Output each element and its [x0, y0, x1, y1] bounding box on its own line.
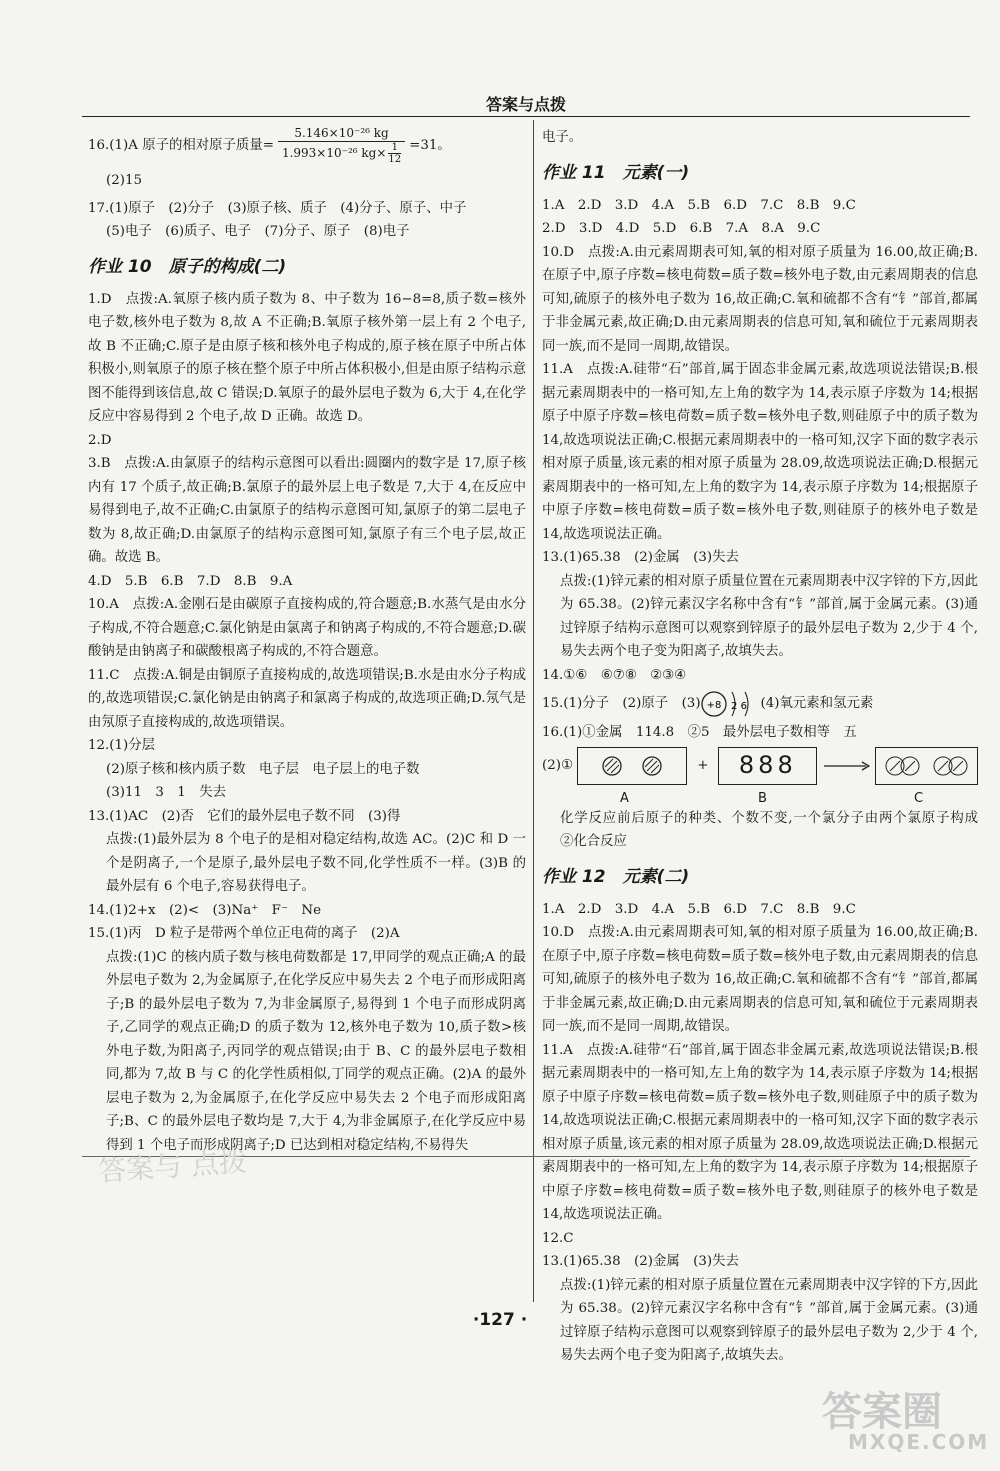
answer-11-15: 15.(1)分子 (2)原子 (3) +8 2 6 (4)氧元素和氢元素 [542, 689, 978, 719]
answer-17: 17.(1)原子 (2)分子 (3)原子核、质子 (4)分子、原子、中子 [88, 200, 467, 216]
box-b [718, 747, 817, 785]
answer-16-formula: 16.(1)A 原子的相对原子质量= 5.146×10⁻²⁶ kg 1.993×10⁻²⁶ kg× $\frac{1}{12}$ =31。 [88, 126, 451, 165]
molecule-icon [883, 753, 923, 779]
answer-12-11: 11.A 点拨:A.硅带“石”部首,属于固态非金属元素,故选项说法错误;B.根据元素周期表中的一格可知,左上角的数字为 14,表示原子序数为 14;根据原子中原子序数=核电荷数=质子数=核外电子数,则硅原子中的质子数为 14,故选项说法正确;C.根据元素周期表中的一格可知,汉字下面的数字表示相对原子质量,该元素的相对原子质量为 28.09,故选项说法正确;D.根据元素周期表中的一格可知,左上角的数字为 14,表示原子序数为 14;根据原子中原子序数=核电荷数=质子数=核外电子数,则硅原子的核外电子数是 14,故选项说法正确。 [542, 1042, 983, 1222]
continued-text: 电子。 [542, 130, 583, 145]
answer-10-11: 11.C 点拨:A.铜是由铜原子直接构成的,故选项错误;B.水是由水分子构成的,故选项错误;C.氯化钠是由钠离子和氯离子构成的,故选项正确;D.氖气是由氖原子直接构成的,故选项错误。 [88, 667, 526, 730]
answer-12-10: 10.D 点拨:A.由元素周期表可知,氧的相对原子质量为 16.00,故正确;B.在原子中,原子序数=核电荷数=质子数=核外电子数,由元素周期表的信息可知,硫原子的核外电子数为 16,故正确;C.氧和硫都不含有“钅”部首,都属于非金属元素,故正确;D.由元素周期表的信息可知,氧和硫位于元素周期表同一族,而不是同一周期,故错误。 [542, 925, 978, 1034]
answer-11-11-12: 11.A 点拨:A.硅带“石”部首,属于固态非金属元素,故选项说法错误;B.根据元素周期表中的一格可知,左上角的数字为 14,表示原子序数为 14;根据原子中原子序数=核电荷数=质子数=核外电子数,则硅原子中的质子数为 14,故选项说法正确;C.根据元素周期表中的一格可知,汉字下面的数字表示相对原子质量,该元素的相对原子质量为 28.09,故选项说法正确;D.根据元素周期表中的一格可知,左上角的数字为 14,表示原子序数为 14;根据原子中原子序数=核电荷数=质子数=核外电子数,则硅原子的核外电子数是 14,故选项说法正确。 [542, 362, 983, 542]
section-heading-11: 作业 11 元素(一) [542, 162, 690, 183]
answer-10-15: 15.(1)丙 D 粒子是带两个单位正电荷的离子 (2)A [88, 926, 400, 941]
shell-numbers: 2 6 [730, 701, 747, 712]
answer-11-10: 10.D 点拨:A.由元素周期表可知,氧的相对原子质量为 16.00,故正确;B.在原子中,原子序数=核电荷数=质子数=核外电子数,由元素周期表的信息可知,硫原子的核外电子数为 16,故正确;C.氧和硫都不含有“钅”部首,都属于非金属元素,故正确;D.由元素周期表的信息可知,氧和硫位于元素周期表同一族,而不是同一周期,故错误。 [542, 244, 978, 354]
answer-11-13: 13.(1)65.38 (2)金属 (3)失去 [542, 550, 739, 565]
answer-11-14: 14.①⑥ ⑥⑦⑧ ②③④ [542, 667, 687, 683]
watermark-logo: 答案圈 [822, 1389, 942, 1435]
answer-11-2-9: 2.D 3.D 4.D 5.D 6.B 7.A 8.A 9.C [542, 221, 821, 236]
oxygen-structure-diagram [701, 689, 761, 719]
answer-11-1: 1.A 2.D 3.D 4.A 5.B 6.D 7.C 8.B 9.C [542, 197, 856, 213]
fraction: 5.146×10⁻²⁶ kg 1.993×10⁻²⁶ kg× $\frac{1}{12}$ [278, 126, 405, 165]
molecule-icon [931, 753, 971, 779]
answer-12-12: 12.C [542, 1230, 574, 1246]
arrow-icon [822, 760, 870, 772]
answer-10-15-hint: 点拨:(1)C 的核内质子数与核电荷数都是 17,甲同学的观点正确;A 的最外层电子数为 2,为金属原子,在化学反应中易失去 2 个电子而形成阳离子;B 的最外层电子数为 7,为非金属原子,易得到 1 个电子而形成阴离子,乙同学的观点正确;D 的质子数为 12,核外电子数为 10,质子数>核外电子数,为阳离子,丙同学的观点错误;由于 B、C 的最外层电子数相同,都为 7,故 B 与 C 的化学性质相似,丁同学的观点正确。(2)A 的最外层电子数为 2,为金属原子,在化学反应中易失去 2 个电子而形成阳离子;B、C 的最外层电子数均是 7,大于 4,为非金属原子,在化学反应中易得到 1 个电子而形成阴离子;D 已达到相对稳定结构,不易得失 [106, 949, 526, 1153]
section-heading-10: 作业 10 原子的构成(二) [88, 256, 287, 277]
nucleus-label: +8 [706, 700, 721, 711]
diagram-labels [542, 785, 978, 807]
answer-10-10: 10.A 点拨:A.金刚石是由碳原子直接构成的,符合题意;B.水蒸气是由水分子构成,不符合题意;C.氯化钠是由氯离子和钠离子构成的,不符合题意;D.碳酸钠是由钠离子和碳酸根离子构成的,不符合题意。 [88, 597, 526, 659]
column-divider [533, 120, 534, 1302]
answer-10-3: 3.B 点拨:A.由氯原子的结构示意图可以看出:圆圈内的数字是 17,原子核内有 17 个质子,故正确;B.氯原子的最外层上电子数是 7,大于 4,在反应中易得到电子,故不正确;C.由氯原子的结构示意图可知,氯原子的第二层电子数为 8,故正确;D.由氯原子的结构示意图可知,氯原子有三个电子层,故正确。故选 B。 [88, 456, 526, 565]
reaction-diagram: (2)① + 888 [542, 747, 978, 785]
answer-10-14: 14.(1)2+x (2)< (3)Na⁺ F⁻ Ne [88, 902, 322, 918]
right-column [542, 126, 992, 1368]
answer-10-12-2: (2)原子核和核内质子数 电子层 电子层上的电子数 [106, 761, 420, 777]
answer-10-12-3: (3)11 3 1 失去 [106, 785, 226, 800]
label-c: C [914, 790, 924, 806]
watermark-url: MXQE.COM [848, 1430, 990, 1454]
answer-10-13: 13.(1)AC (2)否 它们的最外层电子数不同 (3)得 [88, 808, 401, 824]
box-a [577, 747, 687, 785]
answer-11-16-explain: 化学反应前后原子的种类、个数不变,一个氯分子由两个氯原子构成 ②化合反应 [560, 810, 992, 849]
answer-12-1-9: 1.A 2.D 3.D 4.A 5.B 6.D 7.C 8.B 9.C [542, 901, 856, 917]
answer-10-2: 2.D [88, 432, 112, 448]
page-number: ·127 · [472, 1310, 528, 1330]
label-b: B [758, 790, 767, 806]
page-header [82, 92, 970, 117]
header-title: 答案与点拨 [485, 95, 566, 114]
answer-17-cont: (5)电子 (6)质子、电子 (7)分子、原子 (8)电子 [106, 224, 410, 239]
plus-sign: + [697, 757, 709, 773]
answer-12-13-hint: 点拨:(1)锌元素的相对原子质量位置在元素周期表中汉字锌的下方,因此为 65.38。(2)锌元素汉字名称中含有“钅”部首,属于金属元素。(3)通过锌原子结构示意图可以观察到锌原子的最外层电子数为 2,少于 4 个,易失去两个电子变为阳离子,故填失去。 [560, 1277, 978, 1363]
answer-12-13: 13.(1)65.38 (2)金属 (3)失去 [542, 1254, 739, 1269]
atom-icon [641, 755, 663, 777]
answer-11-13-hint: 点拨:(1)锌元素的相对原子质量位置在元素周期表中汉字锌的下方,因此为 65.38。(2)锌元素汉字名称中含有“钅”部首,属于金属元素。(3)通过锌原子结构示意图可以观察到锌原子的最外层电子数为 2,少于 4 个,易失去两个电子变为阳离子,故填失去。 [560, 573, 978, 659]
section-heading-12: 作业 12 元素(二) [542, 866, 690, 887]
label-a: A [620, 790, 629, 806]
answer-10-1: 1.D 点拨:A.氧原子核内质子数为 8、中子数为 16−8=8,质子数=核外电子数,核外电子数为 8,故 A 不正确;B.氧原子核外第一层上有 2 个电子,故 B 不正确;C.原子是由原子核和核外电子构成的,原子核在原子中所占体积极小,则氧原子的原子核在整个原子中所占体积极小,但是由原子结构示意图不能得到该信息,故 C 错误;D.氧原子的最外层电子数为 6,大于 4,在化学反应中容易得到 2 个电子,故 D 正确。故选 D。 [88, 291, 526, 424]
answer-16-2: (2)15 [106, 173, 143, 188]
answer-10-4-9: 4.D 5.B 6.B 7.D 8.B 9.A [88, 573, 293, 589]
atom-icon [601, 755, 623, 777]
answer-11-16: 16.(1)①金属 114.8 ②5 最外层电子数相等 五 [542, 725, 857, 740]
left-column [88, 126, 526, 1157]
answer-10-13-hint: 点拨:(1)最外层为 8 个电子的是相对稳定结构,故选 AC。(2)C 和 D 一个是阴离子,一个是原子,最外层电子数不同,化学性质不一样。(3)B 的最外层有 6 个电子,容易获得电子。 [106, 832, 526, 894]
box-b-atoms: 888 [738, 750, 797, 779]
answer-10-12: 12.(1)分层 [88, 738, 156, 753]
box-c [875, 747, 978, 785]
stamp-mark: 答案与 点拨 [97, 1144, 248, 1189]
